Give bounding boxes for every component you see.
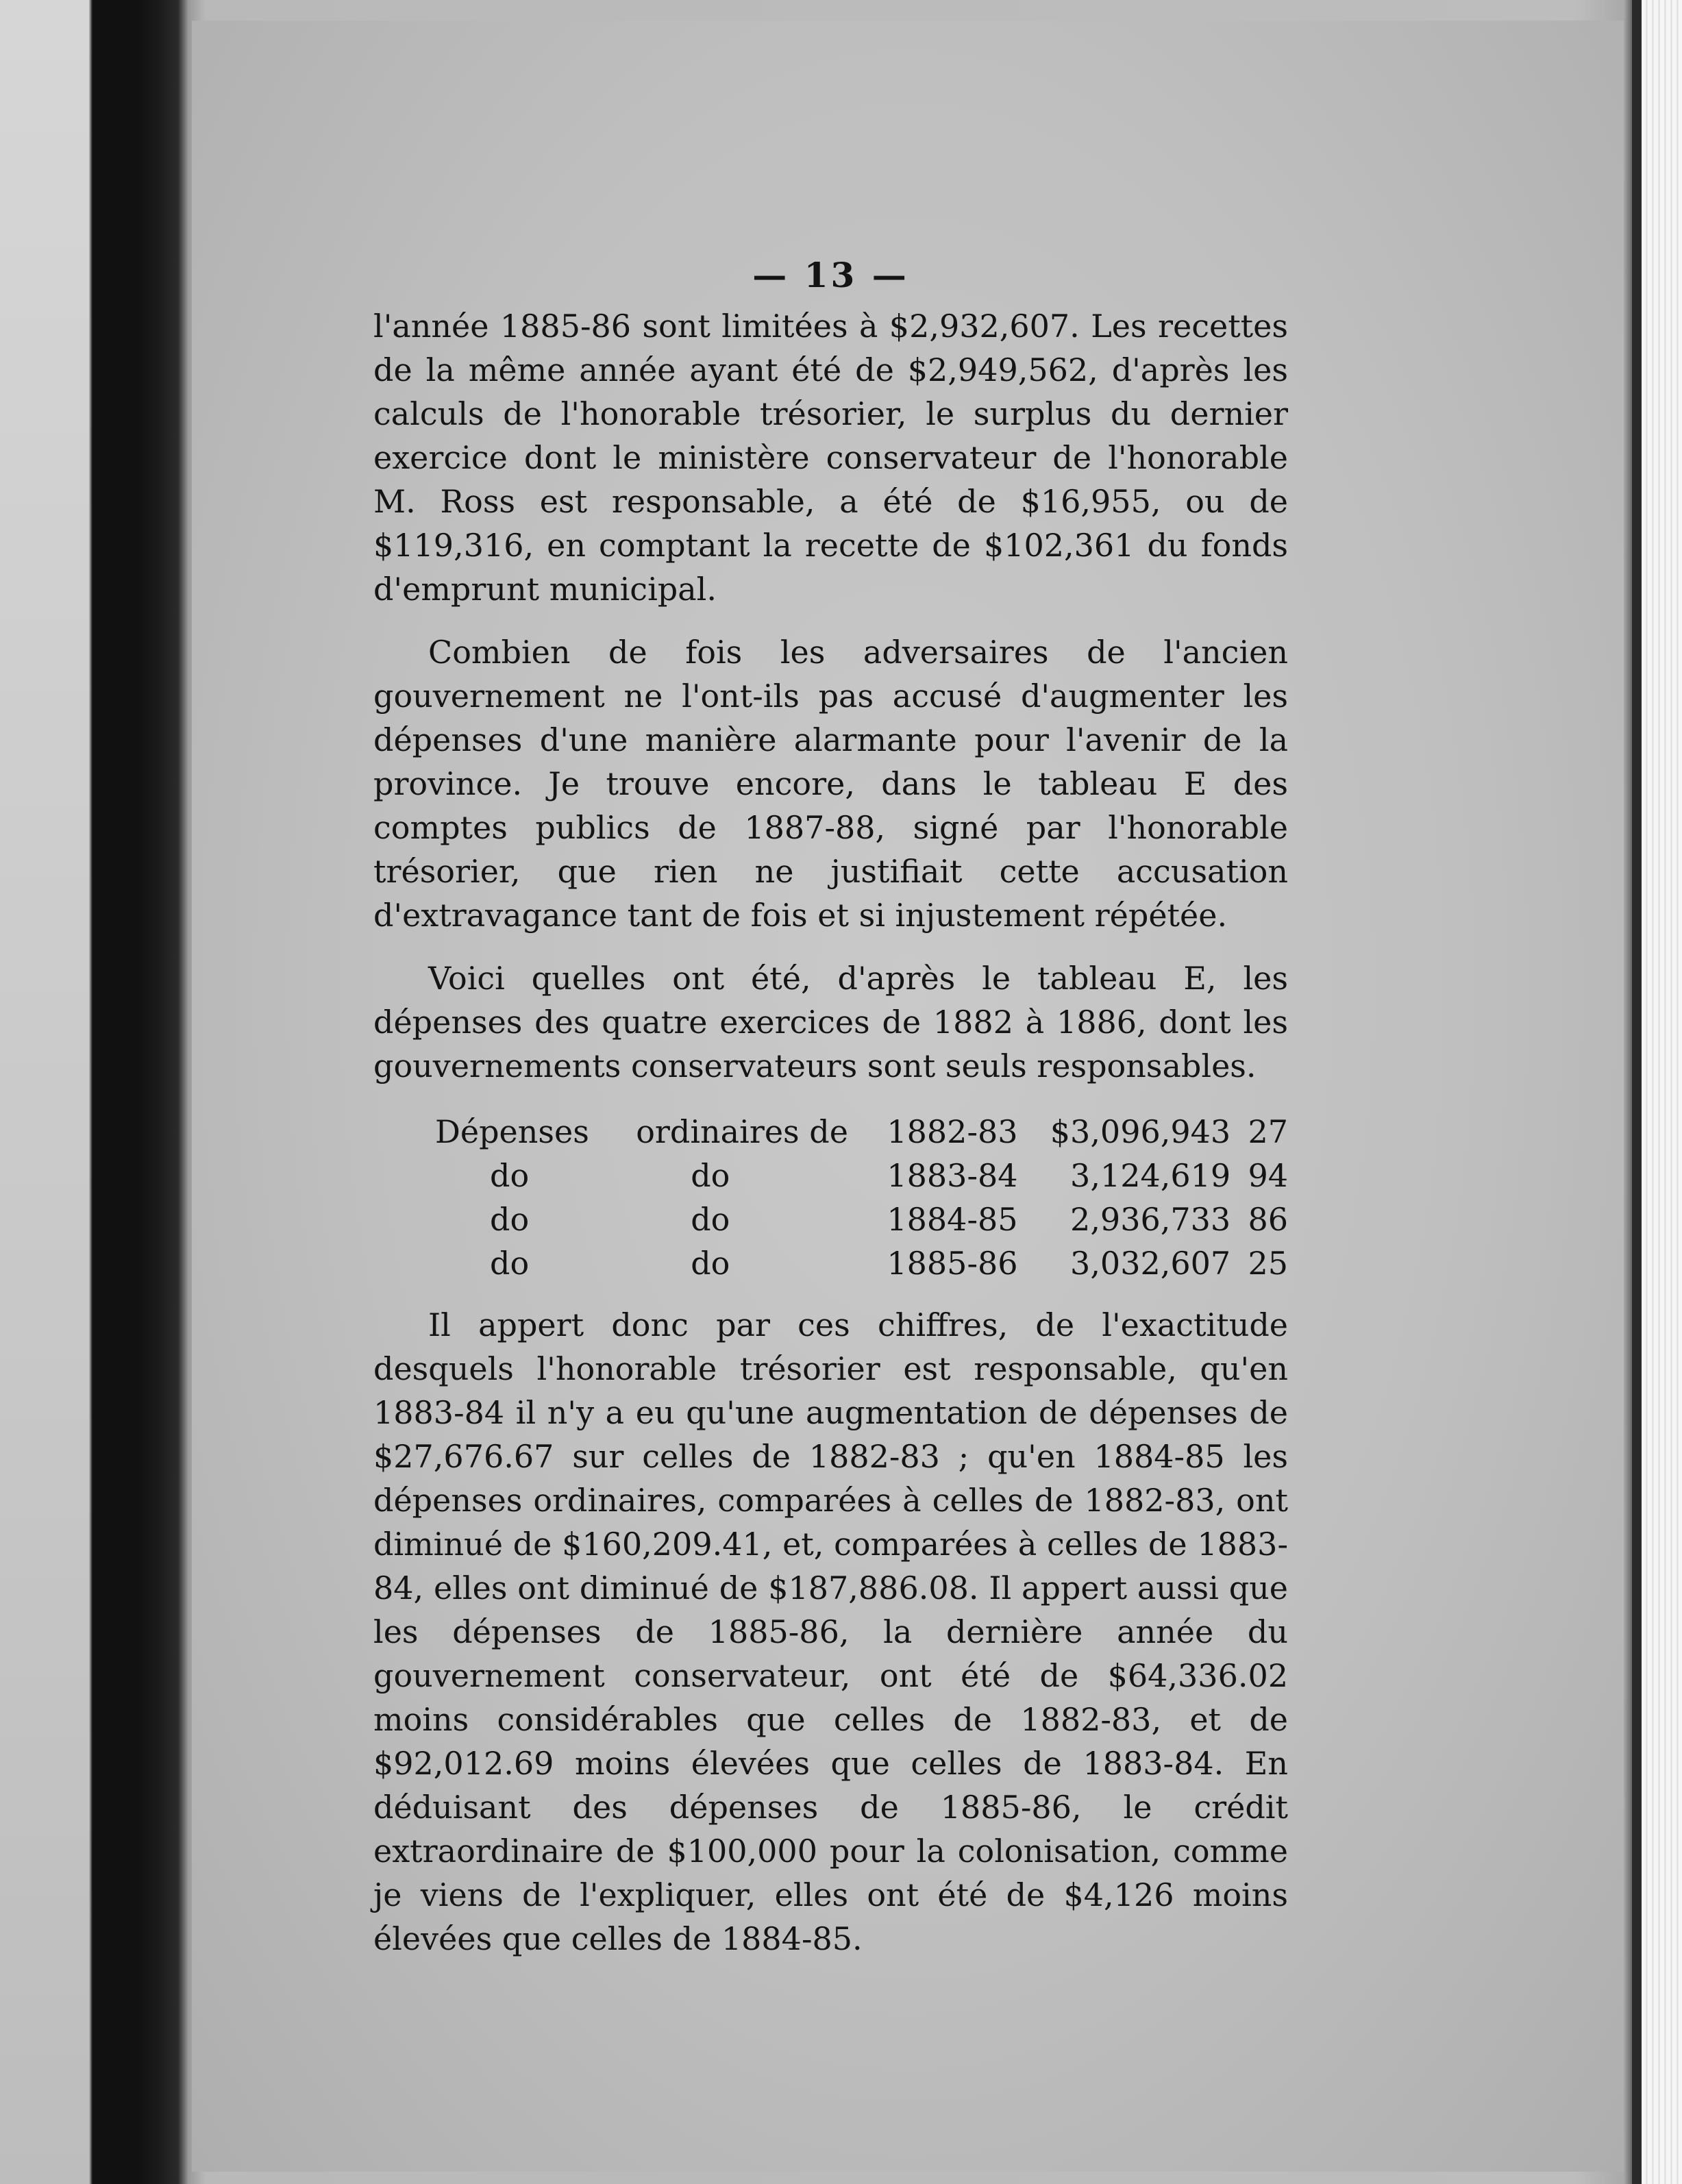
table-cell: do	[490, 1157, 530, 1194]
page-number: — 13 —	[752, 255, 909, 295]
table-cell-cents: 25	[1248, 1245, 1288, 1282]
table-cell-year: 1885-86	[887, 1245, 1018, 1282]
table-cell: Dépenses	[435, 1113, 589, 1150]
table-cell-cents: 27	[1248, 1113, 1288, 1150]
page-gutter-shadow	[1632, 0, 1642, 2184]
table-cell-amount: $3,096,943	[1050, 1113, 1231, 1150]
table-cell: do	[691, 1201, 730, 1238]
table-cell: do	[490, 1245, 530, 1282]
table-row	[435, 1154, 1288, 1198]
table-row	[435, 1198, 1288, 1241]
facing-page-edge	[0, 0, 89, 2184]
table-cell-year: 1883-84	[887, 1157, 1018, 1194]
table-cell: ordinaires de	[636, 1113, 848, 1150]
expenses-table	[435, 1110, 1288, 1285]
table-cell-amount: 3,032,607	[1070, 1245, 1231, 1282]
page-text	[373, 253, 1288, 1961]
table-cell: do	[490, 1201, 530, 1238]
table-row	[435, 1241, 1288, 1285]
table-cell-cents: 86	[1248, 1201, 1288, 1238]
paragraph-1: l'année 1885-86 sont limitées à $2,932,607. Les recettes de la même année ayant été de $2,949,562, d'après les calculs de l'honorable trésorier, le surplus du dernier exercice dont le ministère conservateur de l'honorable M. Ross est responsable, a été de $16,955, ou de $119,316, en comptant la recette de $102,361 du fonds d'emprunt municipal.	[373, 308, 1288, 608]
table-cell-year: 1884-85	[887, 1201, 1018, 1238]
table-row	[435, 1110, 1288, 1154]
table-cell: do	[691, 1245, 730, 1282]
table-cell-cents: 94	[1248, 1157, 1288, 1194]
paragraph-3: Voici quelles ont été, d'après le tableau E, les dépenses des quatre exercices de 1882 à 1886, dont les gouvernements conservateurs sont seuls responsables.	[373, 960, 1288, 1084]
paragraph-4: Il appert donc par ces chiffres, de l'exactitude desquels l'honorable trésorier est responsable, qu'en 1883-84 il n'y a eu qu'une augmentation de dépenses de $27,676.67 sur celles de 1882-83 ; qu'en 1884-85 les dépenses ordinaires, comparées à celles de 1882-83, ont diminué de $160,209.41, et, comparées à celles de 1883-84, elles ont diminué de $187,886.08. Il appert aussi que les dépenses de 1885-86, la dernière année du gouvernement conservateur, ont été de $64,336.02 moins considérables que celles de 1882-83, et de $92,012.69 moins élevées que celles de 1883-84. En déduisant des dépenses de 1885-86, le crédit extraordinaire de $100,000 pour la colonisation, comme je viens de l'expliquer, elles ont été de $4,126 moins élevées que celles de 1884-85.	[373, 1306, 1288, 1957]
table-cell-amount: 3,124,619	[1070, 1157, 1231, 1194]
table-cell-amount: 2,936,733	[1070, 1201, 1231, 1238]
table-cell: do	[691, 1157, 730, 1194]
page-stack-edges	[1642, 0, 1682, 2184]
table-cell-year: 1882-83	[887, 1113, 1018, 1150]
paragraph-2: Combien de fois les adversaires de l'ancien gouvernement ne l'ont-ils pas accusé d'augmenter les dépenses d'une manière alarmante pour l'avenir de la province. Je trouve encore, dans le tableau E des comptes publics de 1887-88, signé par l'honorable trésorier, que rien ne justifiait cette accusation d'extravagance tant de fois et si injustement répétée.	[373, 634, 1288, 934]
